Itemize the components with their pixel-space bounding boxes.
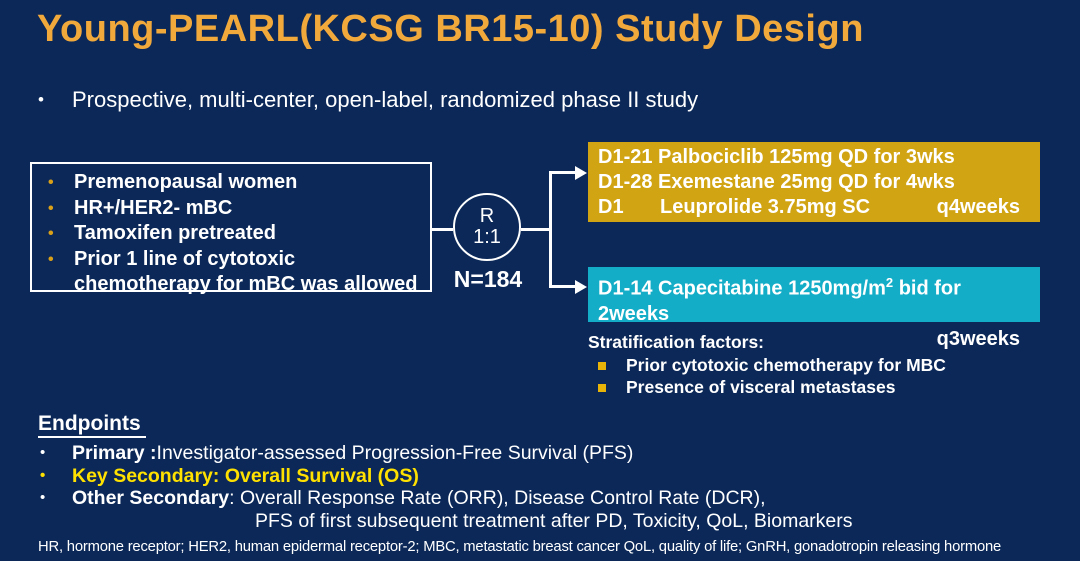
bullet-dot-icon: • bbox=[40, 489, 46, 506]
bullet-dot-icon: • bbox=[48, 225, 54, 242]
endpoint-primary-value: Investigator-assessed Progression-Free Survival (PFS) bbox=[156, 442, 634, 464]
stratification-section bbox=[588, 331, 1068, 398]
sample-size-label: N=184 bbox=[453, 266, 523, 292]
bullet-dot-icon: • bbox=[48, 199, 54, 217]
randomization-ratio: 1:1 bbox=[473, 226, 501, 248]
connector-line-box-to-circle bbox=[430, 228, 453, 231]
stratification-item bbox=[588, 355, 1068, 377]
eligibility-item bbox=[40, 221, 422, 247]
endpoint-primary-label: Primary : bbox=[72, 442, 157, 464]
connector-line-circle-to-branch bbox=[521, 228, 551, 231]
eligibility-item-label: Prior 1 line of cytotoxic chemotherapy for mBC was allowed bbox=[74, 247, 418, 295]
stratification-heading: Stratification factors: bbox=[588, 332, 764, 352]
arm-b-dose-prefix: D1-14 Capecitabine 1250mg/m bbox=[598, 277, 886, 300]
stratification-item-label: Presence of visceral metastases bbox=[626, 376, 896, 397]
endpoints-heading: Endpoints bbox=[38, 412, 146, 438]
eligibility-item bbox=[40, 247, 422, 298]
eligibility-list bbox=[32, 164, 430, 298]
arm-a-line2: D1-28 Exemestane 25mg QD for 4wks bbox=[598, 171, 955, 193]
eligibility-item bbox=[40, 196, 422, 222]
connector-branch-top bbox=[549, 171, 576, 174]
eligibility-box bbox=[30, 162, 432, 295]
connector-branch-trunk bbox=[549, 171, 552, 288]
arm-b-dose-suffix: bid for 2weeks bbox=[598, 277, 961, 325]
bullet-square-icon bbox=[598, 362, 606, 370]
study-description-row bbox=[38, 87, 698, 113]
bullet-dot-icon: • bbox=[48, 174, 54, 191]
stratification-item-label: Prior cytotoxic chemotherapy for MBC bbox=[626, 355, 946, 375]
eligibility-item-label: HR+/HER2- mBC bbox=[74, 196, 233, 219]
randomization-symbol: R bbox=[479, 205, 495, 227]
arm-a-line3-day: D1 bbox=[598, 196, 624, 218]
arm-b-dose-superscript: 2 bbox=[885, 275, 894, 290]
arm-a-line1: D1-21 Palbociclib 125mg QD for 3wks bbox=[598, 146, 955, 168]
randomization-circle bbox=[453, 193, 521, 261]
arm-palbociclib-box bbox=[588, 142, 1040, 222]
footnote-abbreviations: HR, hormone receptor; HER2, human epidermal receptor-2; MBC, metastatic breast cancer QoL, quality of life; GnRH, gonadotropin releasing hormone bbox=[38, 539, 1002, 555]
arm-a-line3-drug: Leuprolide 3.75mg SC bbox=[660, 196, 871, 218]
endpoint-key-secondary-label: Key Secondary: bbox=[72, 464, 225, 487]
endpoint-other-secondary-continuation: PFS of first subsequent treatment after PD, Toxicity, QoL, Biomarkers bbox=[255, 509, 853, 532]
arm-b-line1 bbox=[598, 270, 1030, 327]
endpoint-other-secondary-text bbox=[72, 487, 766, 510]
bullet-dot-icon: • bbox=[40, 466, 46, 484]
arm-a-line3-schedule: q4weeks bbox=[936, 196, 1020, 218]
arrow-right-icon bbox=[575, 166, 587, 180]
arm-b-schedule: q3weeks bbox=[936, 327, 1020, 350]
connector-branch-bottom bbox=[549, 285, 576, 288]
eligibility-item-label: Tamoxifen pretreated bbox=[74, 222, 276, 244]
endpoint-other-secondary-value: : Overall Response Rate (ORR), Disease Control Rate (DCR), bbox=[229, 487, 766, 509]
endpoint-primary bbox=[38, 442, 1048, 465]
endpoint-key-secondary-text bbox=[72, 465, 419, 488]
study-description: Prospective, multi-center, open-label, randomized phase II study bbox=[72, 87, 699, 112]
endpoint-key-secondary bbox=[38, 465, 1048, 488]
endpoint-other-secondary bbox=[38, 487, 1048, 510]
bullet-square-icon bbox=[598, 384, 606, 392]
arrow-right-icon bbox=[575, 280, 587, 294]
stratification-item bbox=[588, 377, 1068, 399]
bullet-dot-icon: • bbox=[40, 444, 46, 461]
endpoint-primary-text bbox=[72, 442, 633, 465]
eligibility-item bbox=[40, 170, 422, 196]
endpoint-key-secondary-value: Overall Survival (OS) bbox=[224, 464, 419, 487]
slide-title: Young-PEARL(KCSG BR15-10) Study Design bbox=[37, 8, 864, 50]
endpoints-section bbox=[38, 412, 1048, 532]
eligibility-item-label: Premenopausal women bbox=[74, 171, 298, 193]
bullet-dot-icon: • bbox=[38, 90, 44, 109]
endpoint-other-secondary-label: Other Secondary bbox=[72, 487, 230, 509]
bullet-dot-icon: • bbox=[48, 250, 54, 268]
arm-a-line3 bbox=[598, 195, 1030, 220]
